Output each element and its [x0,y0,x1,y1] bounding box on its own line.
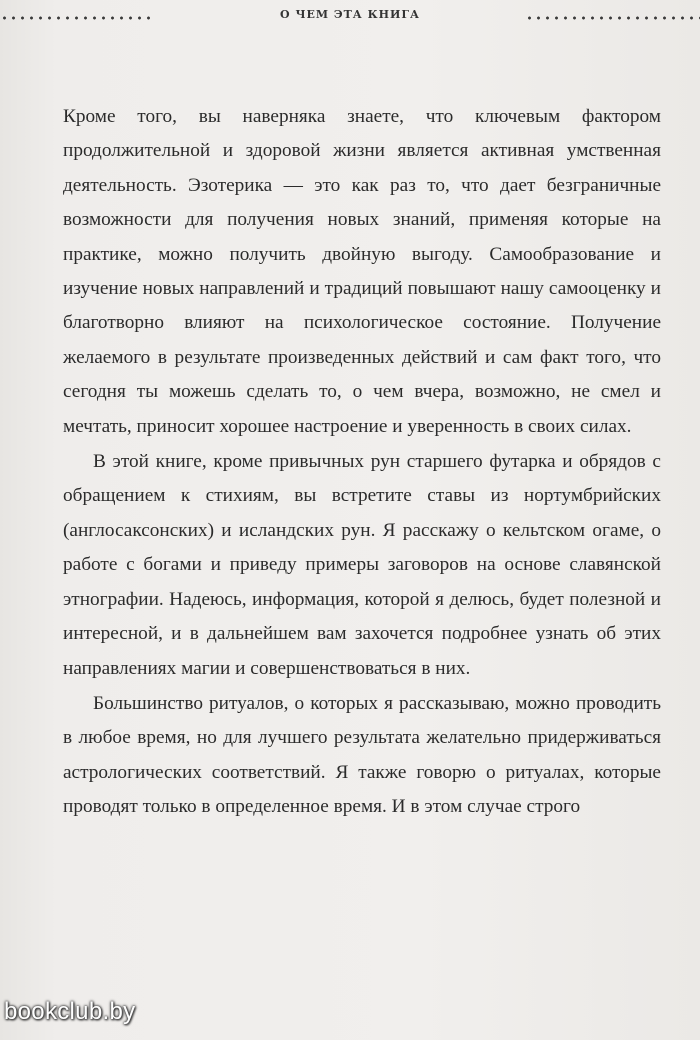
running-title: О ЧЕМ ЭТА КНИГА [280,7,420,21]
header-dotted-rule-left [0,16,152,20]
header-dotted-rule-right [525,16,700,20]
page-header [0,3,700,23]
paragraph: Большинство ритуалов, о которых я рассказываю, можно проводить в любое время, но для лучшего результата желательно придерживаться астрологических соответствий. Я также говорю о ритуалах, которые проводят только в определенное время. И в этом случае строго [63,692,661,818]
paragraph: В этой книге, кроме привычных рун старшего футарка и обрядов с обращением к стихиям, вы встретите ставы из нортумбрийских (англосаксонских) и исландских рун. Я расскажу о кельтском огаме, о работе с богами и приведу примеры заговоров на основе славянской этнографии. Надеюсь, информация, которой я делюсь, будет полезной и интересной, и в дальнейшем вам захочется подробнее узнать об этих направлениях магии и совершенствоваться в них. [63,451,661,679]
watermark: bookclub.by [4,998,136,1025]
paragraph: Кроме того, вы наверняка знаете, что ключевым фактором продолжительной и здоровой жизни является активная умственная деятельность. Эзотерика — это как раз то, что дает безграничные возможности для получения новых знаний, применяя которые на практике, можно получить двойную выгоду. Самообразование и изучение новых направлений и традиций повышают нашу самооценку и благотворно влияют на психологическое состояние. Получение желаемого в результате произведенных действий и сам факт того, что сегодня ты можешь сделать то, о чем вчера, возможно, не смел и мечтать, приносит хорошее настроение и уверенность в своих силах. [63,106,661,437]
body-text [63,100,661,825]
